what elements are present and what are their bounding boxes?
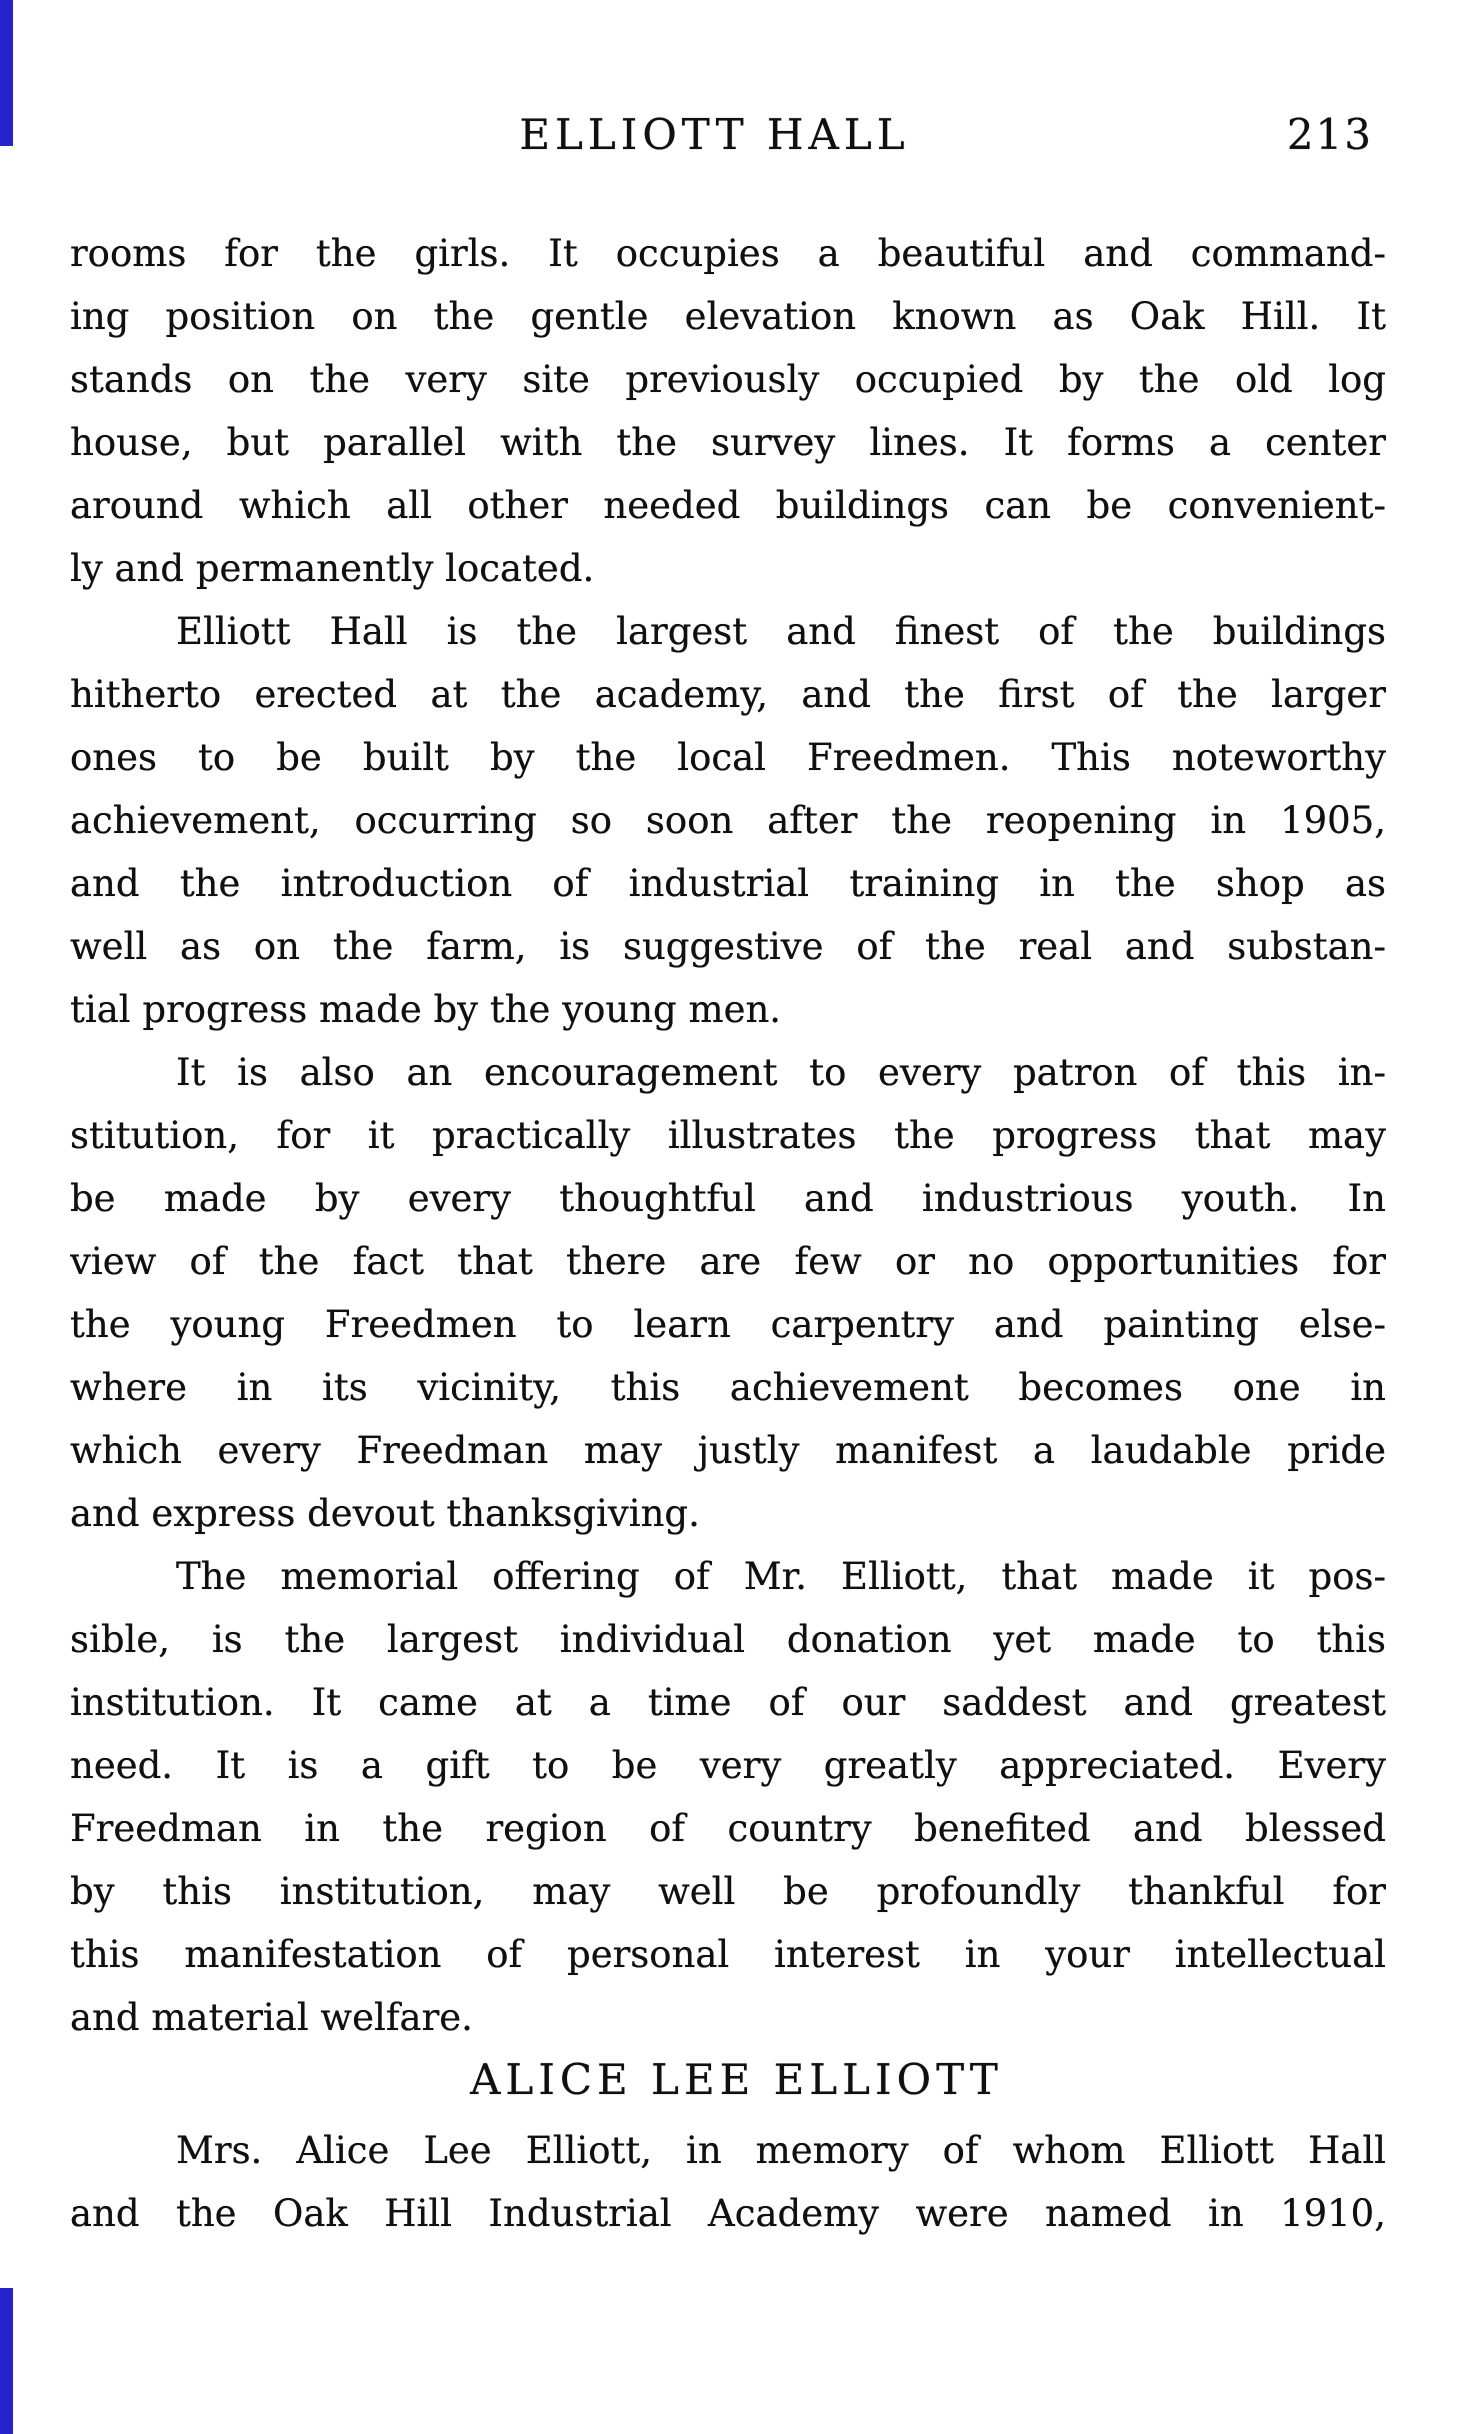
text-line: where in its vicinity, this achievement becomes one in xyxy=(70,1366,1386,1409)
text-line: the young Freedmen to learn carpentry and painting else- xyxy=(70,1303,1386,1346)
text-line: be made by every thoughtful and industrious youth. In xyxy=(70,1177,1386,1220)
text-line: hitherto erected at the academy, and the first of the larger xyxy=(70,673,1386,716)
text-line: stands on the very site previously occupied by the old log xyxy=(70,358,1386,401)
text-line: and the Oak Hill Industrial Academy were named in 1910, xyxy=(70,2192,1386,2235)
text-line: ly and permanently located. xyxy=(70,547,595,590)
text-line: ing position on the gentle elevation known as Oak Hill. It xyxy=(70,295,1386,338)
text-line: It is also an encouragement to every patron of this in- xyxy=(176,1051,1386,1094)
text-line: tial progress made by the young men. xyxy=(70,988,782,1031)
text-line: achievement, occurring so soon after the reopening in 1905, xyxy=(70,799,1386,842)
text-line: institution. It came at a time of our saddest and greatest xyxy=(70,1681,1386,1724)
text-line: which every Freedman may justly manifest a laudable pride xyxy=(70,1429,1386,1472)
page-number: 213 xyxy=(1286,110,1373,159)
text-line: and the introduction of industrial training in the shop as xyxy=(70,862,1386,905)
text-line: sible, is the largest individual donation yet made to this xyxy=(70,1618,1386,1661)
text-line: around which all other needed buildings can be convenient- xyxy=(70,484,1386,527)
text-line: The memorial offering of Mr. Elliott, that made it pos- xyxy=(176,1555,1386,1598)
body-text xyxy=(70,222,1386,2049)
text-line: Freedman in the region of country benefited and blessed xyxy=(70,1807,1386,1850)
section-text xyxy=(70,2119,1386,2245)
text-line: and express devout thanksgiving. xyxy=(70,1492,700,1535)
text-line: need. It is a gift to be very greatly appreciated. Every xyxy=(70,1744,1386,1787)
text-line: Mrs. Alice Lee Elliott, in memory of whom Elliott Hall xyxy=(176,2129,1386,2172)
text-line: this manifestation of personal interest in your intellectual xyxy=(70,1933,1386,1976)
section-heading: ALICE LEE ELLIOTT xyxy=(470,2055,1003,2104)
text-line: stitution, for it practically illustrates the progress that may xyxy=(70,1114,1386,1157)
page-header xyxy=(0,112,1473,158)
text-line: Elliott Hall is the largest and finest of the buildings xyxy=(176,610,1386,653)
text-line: and material welfare. xyxy=(70,1996,473,2039)
text-line: house, but parallel with the survey lines. It forms a center xyxy=(70,421,1386,464)
text-line: ones to be built by the local Freedmen. This noteworthy xyxy=(70,736,1386,779)
text-line: rooms for the girls. It occupies a beautiful and command- xyxy=(70,232,1386,275)
text-line: view of the fact that there are few or no opportunities for xyxy=(70,1240,1386,1283)
running-title: ELLIOTT HALL xyxy=(519,110,910,159)
scan-artifact-bottom xyxy=(0,2288,13,2434)
text-line: well as on the farm, is suggestive of the real and substan- xyxy=(70,925,1386,968)
text-line: by this institution, may well be profoundly thankful for xyxy=(70,1870,1386,1913)
